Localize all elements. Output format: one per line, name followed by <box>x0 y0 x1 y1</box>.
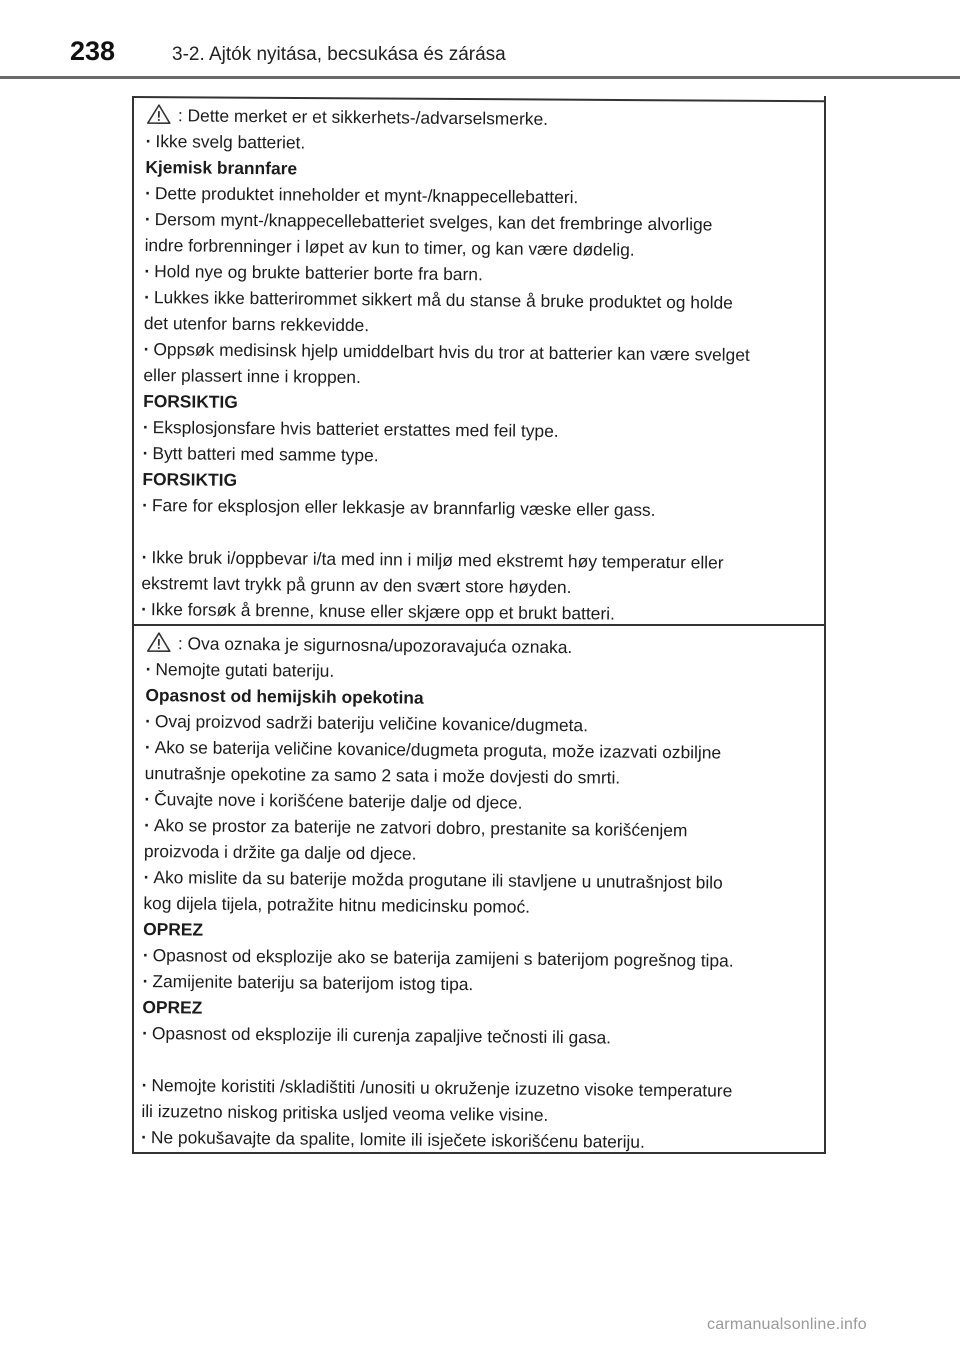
bullet-item: · Ako se baterija veličine kovanice/dugmeta proguta, može izazvati ozbiljne <box>145 734 805 766</box>
bullet-item: · Ovaj proizvod sadrži bateriju veličine kovanice/dugmeta. <box>145 708 805 740</box>
bullet-continuation: kog dijela tijela, potražite hitnu medicinsku pomoć. <box>143 892 531 917</box>
label-border-right <box>824 96 826 630</box>
bullet-continuation: ekstremt lavt trykk på grunn av den svært store høyden. <box>141 572 572 598</box>
bullet-item: · Opasnost od eksplozije ako se baterija zamijeni s baterijom pogrešnog tipa. <box>143 942 803 974</box>
section-title: 3-2. Ajtók nyitása, becsukása és zárása <box>172 44 506 65</box>
label-border-left <box>132 96 134 630</box>
bullet-continuation: unutrašnje opekotine za samo 2 sata i može dovjesti do smrti. <box>144 762 621 788</box>
bullet-item: · Nemojte koristiti /skladištiti /unositi u okruženje izuzetno visoke temperature <box>142 1072 802 1104</box>
bullet-item: · Zamijenite bateriju sa baterijom istog tipa. <box>143 968 803 1000</box>
section-heading: OPREZ <box>142 996 203 1018</box>
bullet-item: · Ne pokušavajte da spalite, lomite ili isječete iskorišćenu bateriju. <box>141 1124 801 1156</box>
label-intro-text: : Dette merket er et sikkerhets-/advarselsmerke. <box>177 105 549 129</box>
warning-label-norwegian <box>132 96 826 630</box>
bullet-item: · Fare for eksplosjon eller lekkasje av brannfarlig væske eller gass. <box>142 492 802 524</box>
label-intro-text: : Ova oznaka je sigurnosna/upozoravajuća oznaka. <box>177 633 573 658</box>
site-watermark: carmanualsonline.info <box>707 1316 867 1333</box>
bullet-item: · Ikke bruk i/oppbevar i/ta med inn i miljø med ekstremt høy temperatur eller <box>142 544 802 576</box>
label-border-top <box>132 624 826 626</box>
bullet-item: · Hold nye og brukte batterier borte fra barn. <box>144 258 804 290</box>
label-border-top <box>132 96 826 102</box>
section-heading: FORSIKTIG <box>143 390 238 412</box>
bullet-item: · Ikke forsøk å brenne, knuse eller skjære opp et brukt batteri. <box>141 596 801 628</box>
bullet-item: · Dersom mynt-/knappecellebatteriet svelges, kan det frembringe alvorlige <box>145 206 805 238</box>
warning-triangle-icon <box>146 631 172 653</box>
bullet-continuation: indre forbrenninger i løpet av kun to timer, og kan være dødelig. <box>144 234 635 260</box>
bullet-continuation: det utenfor barns rekkevidde. <box>143 312 370 336</box>
warning-triangle-icon <box>146 103 172 125</box>
bullet-continuation: proizvoda i držite ga dalje od djece. <box>143 840 417 864</box>
bullet-continuation: eller plassert inne i kroppen. <box>143 364 361 388</box>
label-content <box>141 102 806 628</box>
section-heading: FORSIKTIG <box>142 468 238 490</box>
bullet-item: · Oppsøk medisinsk hjelp umiddelbart hvis du tror at batterier kan være svelget <box>144 336 804 368</box>
label-border-right <box>824 624 826 1154</box>
bullet-item: · Nemojte gutati bateriju. <box>146 656 806 688</box>
page-header <box>0 0 960 78</box>
bullet-item: · Lukkes ikke batterirommet sikkert må du stanse å bruke produktet og holde <box>144 284 804 316</box>
bullet-item: · Ako mislite da su baterije možda progutane ili stavljene u unutrašnjost bilo <box>144 864 804 896</box>
section-heading: Kjemisk brannfare <box>145 156 298 179</box>
bullet-item: · Dette produktet inneholder et mynt-/knappecellebatteri. <box>145 180 805 212</box>
bullet-item: · Ako se prostor za baterije ne zatvori dobro, prestanite sa korišćenjem <box>144 812 804 844</box>
bullet-item: · Eksplosjonsfare hvis batteriet erstattes med feil type. <box>143 414 803 446</box>
warning-label-croatian <box>132 624 826 1154</box>
bullet-item: · Čuvajte nove i korišćene baterije dalje od djece. <box>144 786 804 818</box>
label-content <box>141 630 806 1156</box>
section-heading: Opasnost od hemijskih opekotina <box>145 684 424 708</box>
section-heading: OPREZ <box>143 918 204 940</box>
bullet-continuation: ili izuzetno niskog pritiska usljed veoma velike visine. <box>141 1100 549 1125</box>
header-rule <box>0 76 960 79</box>
label-border-left <box>132 624 134 1154</box>
bullet-item: · Opasnost od eksplozije ili curenja zapaljive tečnosti ili gasa. <box>142 1020 802 1052</box>
bullet-item: · Bytt batteri med samme type. <box>143 440 803 472</box>
bullet-item: · Ikke svelg batteriet. <box>146 128 806 160</box>
page-number: 238 <box>70 36 116 66</box>
